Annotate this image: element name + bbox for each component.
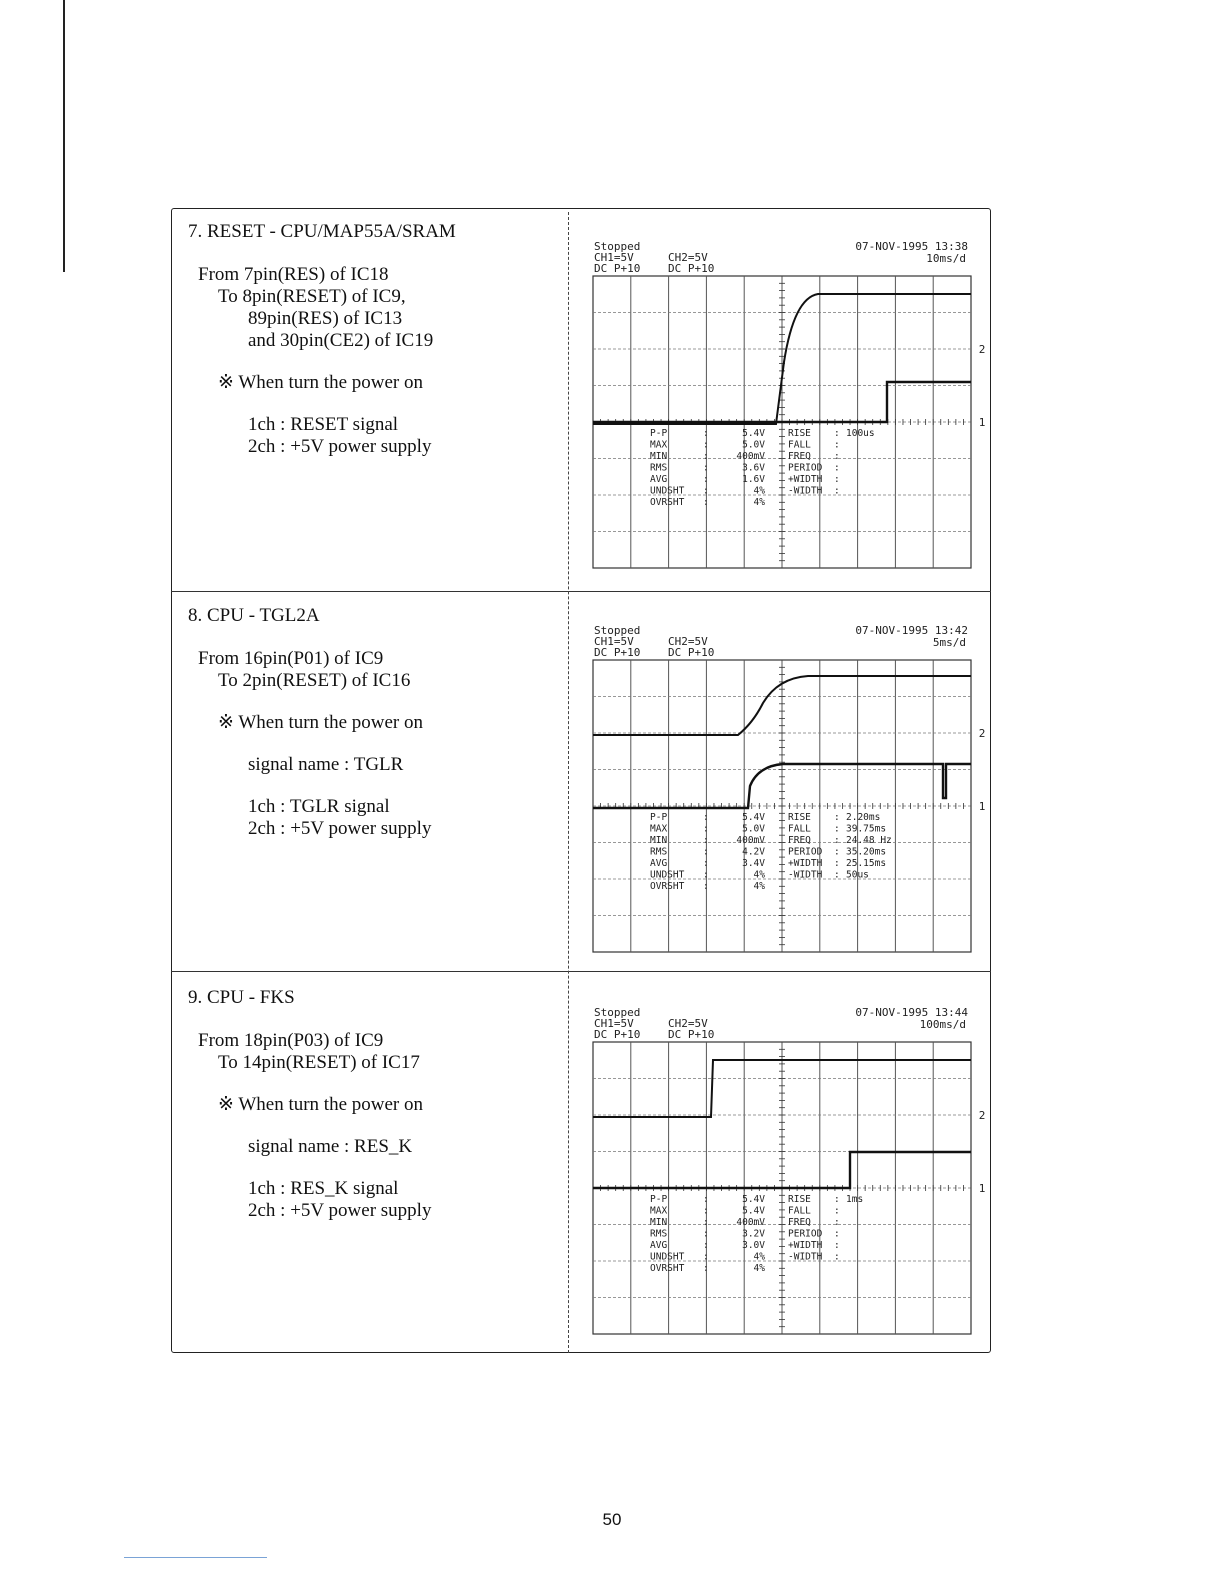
measure-label: P-P	[650, 1194, 668, 1205]
measure-colon: :	[703, 881, 709, 892]
measure-colon: :	[834, 485, 840, 497]
measure-colon: :	[703, 439, 709, 451]
from-line: From 16pin(P01) of IC9	[198, 648, 384, 669]
from-line: From 18pin(P03) of IC9	[198, 1030, 384, 1051]
measure-value: 50us	[846, 869, 869, 881]
measure-label: UNDSHT	[650, 869, 685, 881]
measure-value: 100us	[846, 428, 875, 439]
measure-colon: :	[703, 1205, 709, 1217]
measure-colon: :	[834, 835, 840, 846]
measure-label: P-P	[650, 428, 668, 439]
measure-label: -WIDTH	[788, 485, 823, 497]
measure-colon: :	[703, 823, 709, 835]
measure-value: 1.6V	[742, 474, 765, 485]
scope-date: 07-NOV-1995 13:44	[855, 1006, 968, 1019]
measure-value: 3.4V	[742, 858, 765, 869]
measure-colon: :	[703, 869, 709, 881]
measure-label: -WIDTH	[788, 869, 823, 881]
measure-value: 4.2V	[742, 846, 765, 858]
measure-colon: :	[703, 462, 709, 474]
measure-value: 400mV	[736, 451, 765, 462]
measure-colon: :	[834, 474, 840, 485]
scope-ch1-setting: CH1=5V	[594, 251, 634, 264]
measure-label: AVG	[650, 474, 668, 485]
measure-colon: :	[834, 462, 840, 474]
measure-colon: :	[834, 451, 840, 462]
measure-value: 4%	[753, 497, 765, 508]
measure-colon: :	[703, 1240, 709, 1251]
measure-label: MAX	[650, 1205, 668, 1217]
ch1-marker: 1	[978, 416, 986, 429]
to-line: and 30pin(CE2) of IC19	[248, 330, 434, 351]
measure-colon: :	[703, 1251, 709, 1263]
scope-ch2-coupling: DC P+10	[668, 262, 715, 275]
measure-colon: :	[703, 835, 709, 846]
measure-colon: :	[834, 439, 840, 451]
row-separator	[171, 971, 991, 972]
measure-label: OVRSHT	[650, 497, 685, 508]
scope-ch2-coupling: DC P+10	[668, 646, 715, 659]
measure-label: OVRSHT	[650, 881, 685, 892]
measure-label: PERIOD	[788, 462, 823, 474]
scope-ch1-coupling: DC P+10	[594, 1028, 641, 1041]
measure-label: PERIOD	[788, 1228, 823, 1240]
section-title: 7. RESET - CPU/MAP55A/SRAM	[188, 221, 456, 242]
to-line: To 8pin(RESET) of IC9,	[218, 286, 406, 307]
measure-value: 4%	[753, 881, 765, 892]
measure-colon: :	[834, 1205, 840, 1217]
signal-name: signal name : TGLR	[248, 754, 404, 775]
measure-value: 400mV	[736, 1217, 765, 1228]
measure-label: OVRSHT	[650, 1263, 685, 1274]
power-on-note: ※ When turn the power on	[218, 1094, 423, 1115]
power-on-note: ※ When turn the power on	[218, 372, 423, 393]
measure-colon: :	[834, 1217, 840, 1228]
ch2-description: 2ch : +5V power supply	[248, 818, 432, 839]
measure-label: UNDSHT	[650, 485, 685, 497]
signal-name: signal name : RES_K	[248, 1136, 413, 1157]
ch2-marker: 2	[978, 343, 986, 356]
page-number: 50	[602, 1510, 622, 1529]
measure-label: RISE	[788, 812, 811, 823]
measure-colon: :	[703, 485, 709, 497]
measure-value: 5.4V	[742, 428, 765, 439]
to-line: To 2pin(RESET) of IC16	[218, 670, 411, 691]
scope-ch1-coupling: DC P+10	[594, 646, 641, 659]
ch2-description: 2ch : +5V power supply	[248, 1200, 432, 1221]
measure-colon: :	[834, 1251, 840, 1263]
measure-value: 4%	[753, 1263, 765, 1274]
measure-value: 39.75ms	[846, 823, 887, 835]
measure-colon: :	[834, 869, 840, 881]
measure-label: MIN	[650, 1217, 668, 1228]
scope-date: 07-NOV-1995 13:38	[855, 240, 968, 253]
measure-colon: :	[703, 1194, 709, 1205]
measure-label: -WIDTH	[788, 1251, 823, 1263]
measure-colon: :	[703, 497, 709, 508]
measure-colon: :	[834, 1240, 840, 1251]
to-line: 89pin(RES) of IC13	[248, 308, 403, 329]
measure-colon: :	[703, 846, 709, 858]
measure-colon: :	[703, 428, 709, 439]
measure-label: FREQ	[788, 835, 811, 846]
measure-label: UNDSHT	[650, 1251, 685, 1263]
from-line: From 7pin(RES) of IC18	[198, 264, 389, 285]
scope-ch2-coupling: DC P+10	[668, 1028, 715, 1041]
measure-colon: :	[834, 812, 840, 823]
scope-status: Stopped	[594, 240, 641, 253]
measure-colon: :	[834, 858, 840, 869]
measure-label: MAX	[650, 823, 668, 835]
measure-value: 35.20ms	[846, 846, 887, 858]
ch1-marker: 1	[978, 800, 986, 813]
measure-colon: :	[834, 846, 840, 858]
measure-value: 24.48 Hz	[846, 835, 892, 846]
ch2-marker: 2	[978, 727, 986, 740]
measure-colon: :	[703, 451, 709, 462]
scope-ch1-setting: CH1=5V	[594, 1017, 634, 1030]
power-on-note: ※ When turn the power on	[218, 712, 423, 733]
measure-label: MIN	[650, 451, 668, 462]
measure-label: AVG	[650, 1240, 668, 1251]
measure-value: 5.4V	[742, 1205, 765, 1217]
measure-label: PERIOD	[788, 846, 823, 858]
scope-date: 07-NOV-1995 13:42	[855, 624, 968, 637]
measure-label: +WIDTH	[788, 474, 823, 485]
scope-ch2-setting: CH2=5V	[668, 1017, 708, 1030]
scope-status: Stopped	[594, 624, 641, 637]
row-separator	[171, 591, 991, 592]
section-title: 9. CPU - FKS	[188, 987, 295, 1008]
oscilloscope-screen-8	[578, 620, 988, 960]
measure-colon: :	[703, 858, 709, 869]
measure-colon: :	[834, 1194, 840, 1205]
scope-timebase: 100ms/d	[919, 1018, 966, 1031]
measure-value: 1ms	[846, 1194, 864, 1205]
column-separator	[568, 212, 569, 1353]
measure-label: P-P	[650, 812, 668, 823]
measure-colon: :	[834, 823, 840, 835]
measure-label: RMS	[650, 462, 668, 474]
measure-label: RMS	[650, 1228, 668, 1240]
measure-value: 4%	[753, 485, 765, 497]
measure-label: FREQ	[788, 1217, 811, 1228]
scope-timebase: 5ms/d	[932, 636, 966, 649]
measure-value: 5.4V	[742, 812, 765, 823]
scope-ch2-setting: CH2=5V	[668, 635, 708, 648]
measure-colon: :	[703, 474, 709, 485]
scope-ch2-setting: CH2=5V	[668, 251, 708, 264]
measure-label: FALL	[788, 439, 811, 451]
scope-ch1-setting: CH1=5V	[594, 635, 634, 648]
measure-value: 4%	[753, 869, 765, 881]
measure-label: +WIDTH	[788, 858, 823, 869]
ch1-description: 1ch : RES_K signal	[248, 1178, 399, 1199]
measure-value: 3.0V	[742, 1240, 765, 1251]
measure-colon: :	[703, 1263, 709, 1274]
measure-value: 3.6V	[742, 462, 765, 474]
measure-colon: :	[703, 812, 709, 823]
scope-timebase: 10ms/d	[926, 252, 966, 265]
measure-value: 5.0V	[742, 439, 765, 451]
oscilloscope-screen-9	[578, 1002, 988, 1342]
ch1-marker: 1	[978, 1182, 986, 1195]
margin-rule	[63, 0, 65, 272]
scope-status: Stopped	[594, 1006, 641, 1019]
measure-label: RMS	[650, 846, 668, 858]
measure-label: MAX	[650, 439, 668, 451]
measure-value: 25.15ms	[846, 858, 887, 869]
measure-label: FALL	[788, 823, 811, 835]
measure-value: 4%	[753, 1251, 765, 1263]
measure-label: AVG	[650, 858, 668, 869]
measure-value: 3.2V	[742, 1228, 765, 1240]
measure-value: 5.0V	[742, 823, 765, 835]
scope-ch1-coupling: DC P+10	[594, 262, 641, 275]
measure-value: 400mV	[736, 835, 765, 846]
ch1-description: 1ch : RESET signal	[248, 414, 399, 435]
measure-colon: :	[703, 1217, 709, 1228]
footer-rule	[124, 1557, 267, 1558]
measure-label: FALL	[788, 1205, 811, 1217]
to-line: To 14pin(RESET) of IC17	[218, 1052, 420, 1073]
measure-colon: :	[703, 1228, 709, 1240]
ch2-description: 2ch : +5V power supply	[248, 436, 432, 457]
measure-label: RISE	[788, 1194, 811, 1205]
measure-label: RISE	[788, 428, 811, 439]
measure-colon: :	[834, 428, 840, 439]
measure-label: MIN	[650, 835, 668, 846]
measure-value: 5.4V	[742, 1194, 765, 1205]
measure-label: +WIDTH	[788, 1240, 823, 1251]
section-title: 8. CPU - TGL2A	[188, 605, 320, 626]
oscilloscope-screen-7	[578, 236, 988, 576]
measure-colon: :	[834, 1228, 840, 1240]
ch1-description: 1ch : TGLR signal	[248, 796, 390, 817]
ch2-marker: 2	[978, 1109, 986, 1122]
measure-value: 2.20ms	[846, 812, 881, 823]
measure-label: FREQ	[788, 451, 811, 462]
